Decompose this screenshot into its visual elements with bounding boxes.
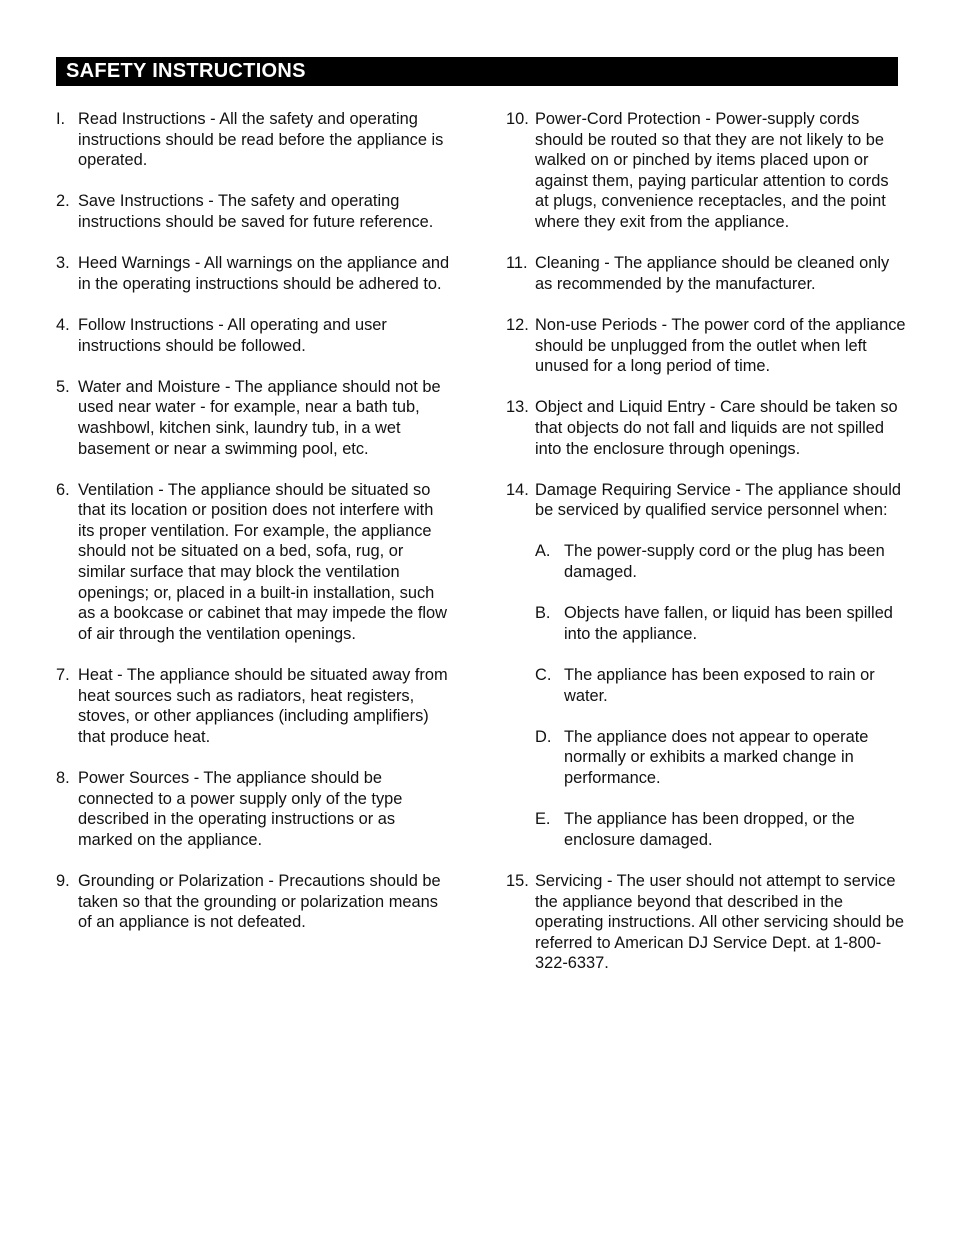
item-number: 14.: [506, 480, 529, 499]
sub-list: [535, 541, 906, 850]
instruction-item: [56, 665, 450, 747]
item-number: 15.: [506, 871, 529, 890]
sub-item-text: The appliance does not appear to operate normally or exhibits a marked change in performance.: [564, 727, 869, 787]
sub-item: [535, 727, 906, 789]
item-number: 10.: [506, 110, 529, 128]
item-text: Damage Requiring Service - The appliance should be serviced by qualified service personnel when:: [535, 480, 901, 520]
sub-item-text: Objects have fallen, or liquid has been spilled into the appliance.: [564, 604, 893, 643]
instruction-item: [56, 871, 450, 933]
item-text: Heed Warnings - All warnings on the appliance and in the operating instructions should be adhered to.: [78, 254, 450, 293]
item-text: Object and Liquid Entry - Care should be taken so that objects do not fall and liquids are not spilled into the enclosure through openings.: [535, 398, 898, 458]
item-number: 11.: [506, 254, 528, 273]
instruction-item: [506, 109, 906, 233]
item-body: [535, 480, 906, 851]
section-header-bar: [56, 57, 898, 86]
instruction-item: [506, 253, 906, 294]
instruction-item: [56, 109, 450, 171]
item-text: Servicing - The user should not attempt to service the appliance beyond that described in the operating instructions. All other servicing should be referred to American DJ Service Dept. at 1-800-322-6337.: [535, 871, 904, 973]
instruction-item: [56, 253, 450, 294]
item-text: Water and Moisture - The appliance should not be used near water - for example, near a bath tub, washbowl, kitchen sink, laundry tub, in a wet basement or near a swimming pool, etc.: [78, 377, 441, 458]
item-text: Power-Cord Protection - Power-supply cords should be routed so that they are not likely to be walked on or pinched by items placed upon or against them, paying particular attention to cords at plugs, convenience receptacles, and the point where they exit from the appliance.: [535, 110, 889, 231]
item-number: 8.: [56, 769, 70, 787]
item-text: Follow Instructions - All operating and user instructions should be followed.: [78, 315, 387, 355]
item-number: 4.: [56, 315, 70, 334]
item-text: Cleaning - The appliance should be cleaned only as recommended by the manufacturer.: [535, 254, 890, 293]
section-title: SAFETY INSTRUCTIONS: [66, 60, 306, 82]
item-number: 5.: [56, 377, 70, 396]
sub-item-letter: E.: [535, 810, 551, 829]
sub-item-letter: B.: [535, 604, 551, 623]
sub-item-text: The power-supply cord or the plug has been damaged.: [564, 542, 885, 582]
instruction-item: [56, 191, 450, 232]
sub-item-letter: A.: [535, 542, 551, 561]
instruction-item: [56, 768, 450, 850]
item-number: 13.: [506, 398, 529, 417]
instruction-item: [506, 397, 906, 459]
sub-item: [535, 809, 906, 850]
instruction-item: [506, 480, 906, 851]
instruction-item: [56, 480, 450, 645]
item-text: Power Sources - The appliance should be connected to a power supply only of the type described in the operating instructions or as marked on the appliance.: [78, 769, 403, 849]
item-text: Heat - The appliance should be situated away from heat sources such as radiators, heat registers, stoves, or other appliances (including amplifiers) that produce heat.: [78, 666, 448, 746]
sub-item: [535, 541, 906, 582]
item-text: Save Instructions - The safety and operating instructions should be saved for future reference.: [78, 192, 434, 231]
sub-item: [535, 665, 906, 706]
item-text: Ventilation - The appliance should be situated so that its location or position does not interfere with its proper ventilation. For example, the appliance should not be situated on a bed, sofa, rug, or similar surface that may block the ventilation openings; or, placed in a built-in installation, such as a bookcase or cabinet that may impede the flow of air through the ventilation openings.: [78, 480, 447, 643]
left-column: [56, 109, 450, 953]
item-number: 6.: [56, 480, 70, 499]
sub-item: [535, 603, 906, 644]
sub-item-letter: D.: [535, 727, 552, 746]
item-number: I.: [56, 110, 66, 128]
item-number: 12.: [506, 315, 529, 334]
instruction-item: [506, 315, 906, 377]
sub-item-text: The appliance has been dropped, or the enclosure damaged.: [564, 810, 855, 849]
item-number: 9.: [56, 871, 70, 890]
item-number: 3.: [56, 254, 70, 273]
item-number: 2.: [56, 192, 70, 211]
right-column: [506, 109, 906, 995]
sub-item-text: The appliance has been exposed to rain or water.: [564, 666, 875, 705]
sub-item-letter: C.: [535, 666, 552, 685]
item-text: Read Instructions - All the safety and operating instructions should be read before the appliance is operated.: [78, 110, 444, 170]
instruction-item: [506, 871, 906, 974]
instruction-item: [56, 377, 450, 459]
item-text: Non-use Periods - The power cord of the appliance should be unplugged from the outlet when left unused for a long period of time.: [535, 315, 906, 376]
item-number: 7.: [56, 666, 70, 685]
instruction-item: [56, 315, 450, 356]
item-text: Grounding or Polarization - Precautions should be taken so that the grounding or polarization means of an appliance is not defeated.: [78, 871, 441, 932]
